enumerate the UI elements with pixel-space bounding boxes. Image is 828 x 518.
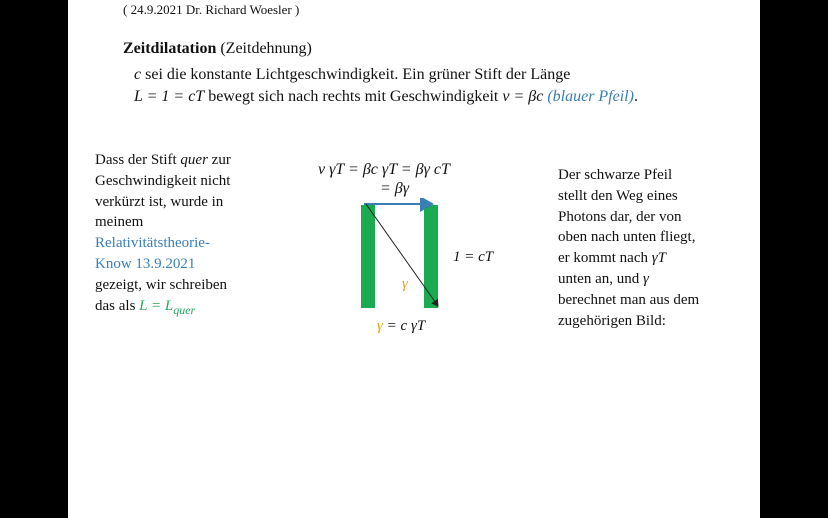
- right-line-2: stellt den Weg eines: [558, 187, 678, 204]
- left-line-3: verkürzt ist, wurde in: [95, 193, 224, 210]
- header-date-author: ( 24.9.2021 Dr. Richard Woesler ): [123, 2, 300, 17]
- green-pen-left: [361, 205, 375, 308]
- intro-line-1-text: sei die konstante Lichtgeschwindigkeit. Ein grüner Stift der Länge: [141, 66, 571, 83]
- equation-right: 1 = cT: [453, 249, 494, 265]
- blue-arrow-note: (blauer Pfeil): [547, 88, 634, 105]
- equation-gamma-label: γ: [402, 276, 408, 292]
- right-paragraph: [558, 165, 733, 331]
- title-bold: Zeitdilatation: [123, 40, 217, 57]
- gamma-gold: γ: [377, 318, 383, 334]
- right-line-8: zugehörigen Bild:: [558, 312, 666, 329]
- left-line-7: gezeigt, wir schreiben: [95, 276, 228, 293]
- right-line-6: unten an, und γ: [558, 270, 649, 287]
- section-title: [123, 40, 312, 58]
- symbol-c: c: [134, 66, 142, 83]
- period: .: [633, 88, 638, 105]
- left-line-1: Dass der Stift quer zur: [95, 152, 231, 168]
- intro-line-2-text: bewegt sich nach rechts mit Geschwindigkeit: [204, 88, 503, 105]
- left-line-8: das als $L = L_{quer}$: [95, 297, 196, 317]
- left-line-4: meinem: [95, 214, 144, 231]
- left-line-5-link: Relativitätstheorie-: [95, 235, 210, 252]
- left-paragraph: [95, 150, 265, 320]
- right-line-4: oben nach unten fliegt,: [558, 229, 696, 246]
- right-line-7: berechnet man aus dem: [558, 291, 700, 308]
- left-line-6-link: Know 13.9.2021: [95, 255, 196, 272]
- intro-line-1: [134, 66, 570, 84]
- equation-top-continued: = βγ: [380, 180, 410, 197]
- formula-length: L = 1 = cT: [134, 88, 205, 105]
- title-rest: (Zeitdehnung): [216, 40, 312, 57]
- right-line-3: Photons dar, der von: [558, 208, 682, 225]
- green-pen-right: [424, 205, 438, 308]
- right-line-1: Der schwarze Pfeil: [558, 167, 673, 183]
- left-line-2: Geschwindigkeit nicht: [95, 172, 231, 189]
- formula-velocity: v = βc: [502, 88, 544, 105]
- pen-diagram: [358, 198, 458, 313]
- intro-line-2: [134, 88, 638, 106]
- equation-bottom: [377, 318, 425, 335]
- right-line-5: er kommt nach γT: [558, 250, 666, 267]
- equation-bottom-rest: = c γT: [382, 318, 426, 334]
- equation-top: v γT = βc γT = βγ cT: [318, 161, 450, 178]
- document-page: [68, 0, 760, 518]
